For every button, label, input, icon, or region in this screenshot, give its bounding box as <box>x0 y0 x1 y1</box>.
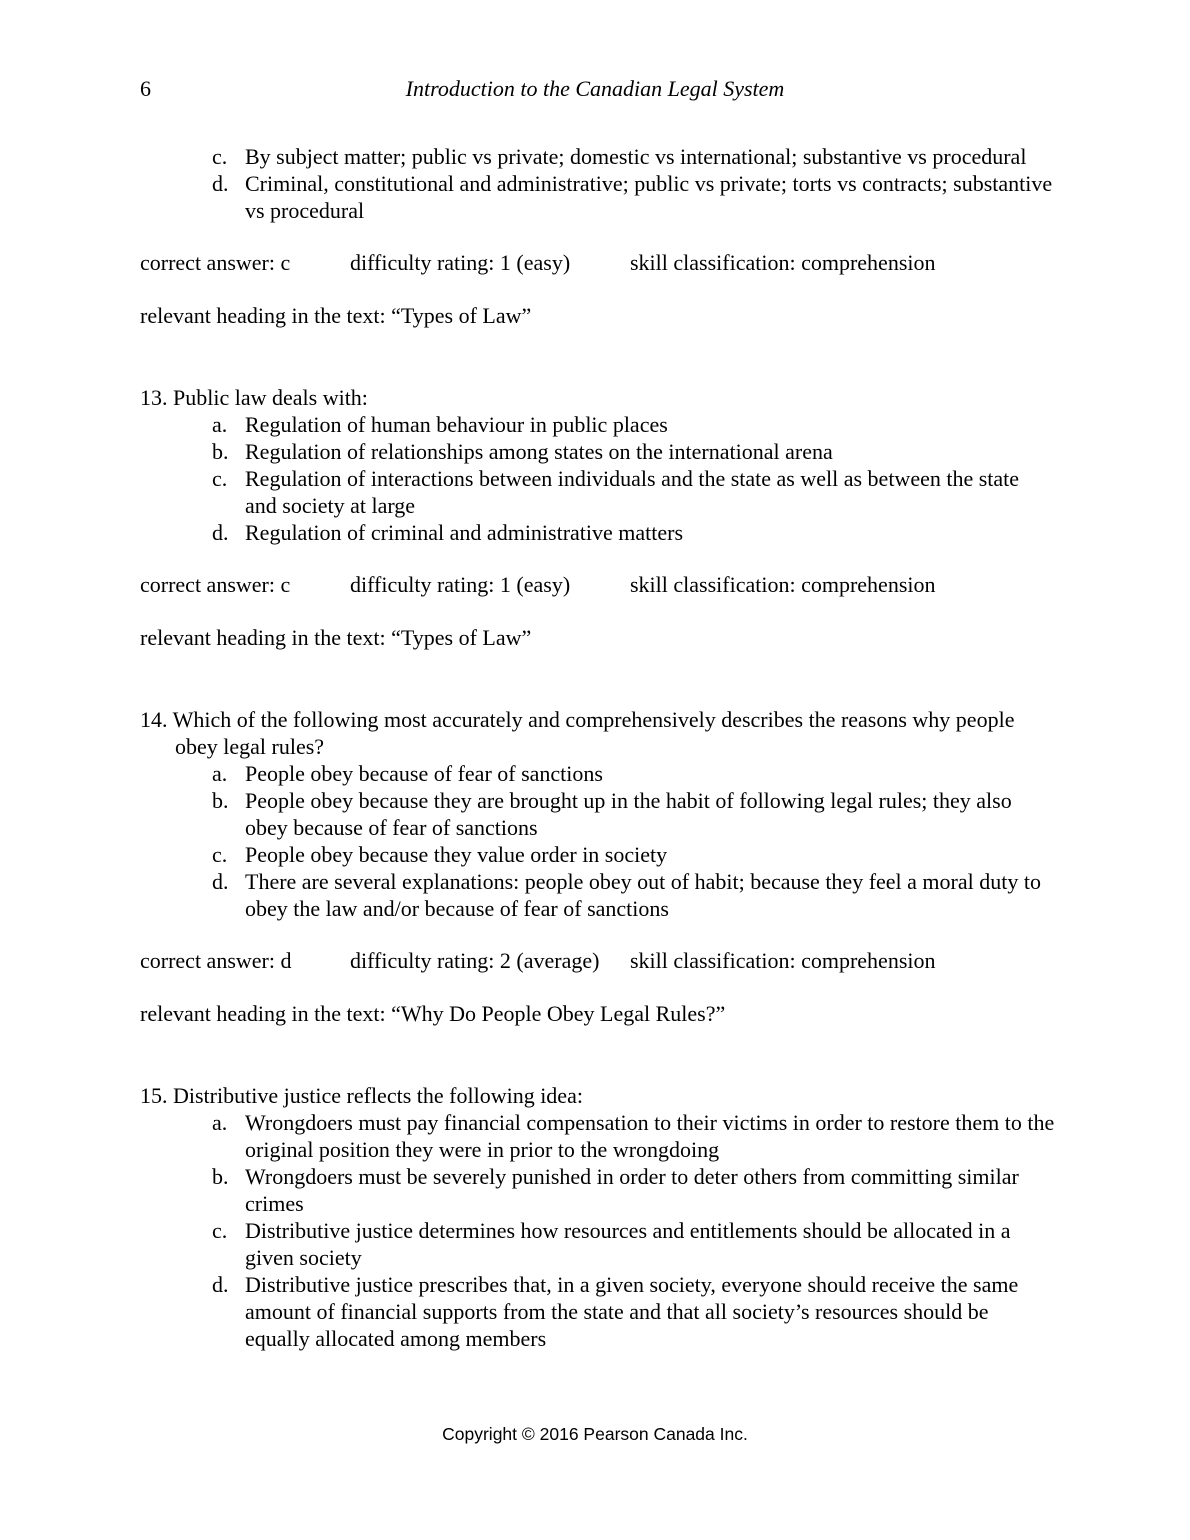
question-13-option-d <box>212 519 1055 546</box>
question-number: 13. <box>140 385 168 410</box>
option-marker: d. <box>212 520 229 545</box>
question-14 <box>140 706 1055 922</box>
option-marker: d. <box>212 1272 229 1297</box>
question-15-option-b <box>212 1163 1055 1217</box>
correct-answer: correct answer: d <box>140 948 292 973</box>
question-15 <box>140 1082 1055 1352</box>
answer-line-question-13 <box>140 571 1055 598</box>
option-marker: c. <box>212 466 228 491</box>
question-15-option-d <box>212 1271 1055 1352</box>
question-15-option-a <box>212 1109 1055 1163</box>
question-15-option-c <box>212 1217 1055 1271</box>
question-14-option-d <box>212 868 1055 922</box>
question-14-option-b <box>212 787 1055 841</box>
correct-answer: correct answer: c <box>140 572 291 597</box>
skill-classification: skill classification: comprehension <box>630 250 936 275</box>
question-text: Which of the following most accurately and comprehensively describes the reasons why people obey legal rules? <box>172 707 1015 759</box>
option-marker: b. <box>212 439 229 464</box>
option-text: People obey because they are brought up in the habit of following legal rules; they also obey because of fear of sanctions <box>245 788 1012 840</box>
question-13-option-b <box>212 438 1055 465</box>
option-text: Regulation of relationships among states on the international arena <box>245 439 833 464</box>
question-number: 14. <box>140 707 168 732</box>
relevant-heading-question-13: relevant heading in the text: “Types of Law” <box>140 625 532 650</box>
answer-line-question-14 <box>140 947 1055 974</box>
option-text: Wrongdoers must pay financial compensation to their victims in order to restore them to the original position they were in prior to the wrongdoing <box>245 1110 1055 1162</box>
question-line <box>140 1082 1055 1109</box>
question-line <box>140 384 1055 411</box>
option-text: Wrongdoers must be severely punished in order to deter others from committing similar crimes <box>245 1164 1019 1216</box>
question-line <box>140 706 1055 760</box>
answer-line-question-12 <box>140 249 1055 276</box>
option-text: Regulation of human behaviour in public places <box>245 412 668 437</box>
option-text: Regulation of interactions between individuals and the state as well as between the state and society at large <box>245 466 1020 518</box>
question-12-option-c <box>212 143 1055 170</box>
option-marker: d. <box>212 869 229 894</box>
option-marker: c. <box>212 144 228 169</box>
option-text: People obey because of fear of sanctions <box>245 761 603 786</box>
option-marker: a. <box>212 1110 228 1135</box>
option-text: Regulation of criminal and administrative matters <box>245 520 684 545</box>
option-text: There are several explanations: people obey out of habit; because they feel a moral duty to obey the law and/or because of fear of sanctions <box>245 869 1041 921</box>
skill-classification: skill classification: comprehension <box>630 572 936 597</box>
page-content <box>140 143 1055 1352</box>
relevant-heading-question-12: relevant heading in the text: “Types of Law” <box>140 303 532 328</box>
option-marker: a. <box>212 761 228 786</box>
skill-classification: skill classification: comprehension <box>630 948 936 973</box>
difficulty-rating: difficulty rating: 1 (easy) <box>350 572 571 597</box>
question-13 <box>140 384 1055 546</box>
page-number: 6 <box>140 76 151 101</box>
option-marker: a. <box>212 412 228 437</box>
correct-answer: correct answer: c <box>140 250 291 275</box>
page-footer <box>0 1421 1190 1448</box>
footer-text: Copyright © 2016 Pearson Canada Inc. <box>442 1424 748 1444</box>
question-13-option-a <box>212 411 1055 438</box>
option-marker: c. <box>212 1218 228 1243</box>
question-text: Public law deals with: <box>173 385 368 410</box>
question-14-option-a <box>212 760 1055 787</box>
option-text: Criminal, constitutional and administrative; public vs private; torts vs contracts; substantive vs procedural <box>245 171 1053 223</box>
question-12-option-d <box>212 170 1055 224</box>
difficulty-rating: difficulty rating: 2 (average) <box>350 948 600 973</box>
question-13-option-c <box>212 465 1055 519</box>
question-14-option-c <box>212 841 1055 868</box>
option-text: Distributive justice determines how resources and entitlements should be allocated in a given society <box>245 1218 1011 1270</box>
question-number: 15. <box>140 1083 168 1108</box>
page-header <box>0 75 1190 102</box>
option-marker: d. <box>212 171 229 196</box>
relevant-heading-question-14: relevant heading in the text: “Why Do People Obey Legal Rules?” <box>140 1001 726 1026</box>
question-text: Distributive justice reflects the following idea: <box>173 1083 583 1108</box>
header-title: Introduction to the Canadian Legal System <box>405 76 785 101</box>
option-marker: c. <box>212 842 228 867</box>
option-text: People obey because they value order in society <box>245 842 668 867</box>
option-text: Distributive justice prescribes that, in a given society, everyone should receive the same amount of financial supports from the state and that all society’s resources should be equally allocated among members <box>245 1272 1019 1351</box>
option-marker: b. <box>212 1164 229 1189</box>
difficulty-rating: difficulty rating: 1 (easy) <box>350 250 571 275</box>
option-marker: b. <box>212 788 229 813</box>
option-text: By subject matter; public vs private; domestic vs international; substantive vs procedural <box>245 144 1027 169</box>
